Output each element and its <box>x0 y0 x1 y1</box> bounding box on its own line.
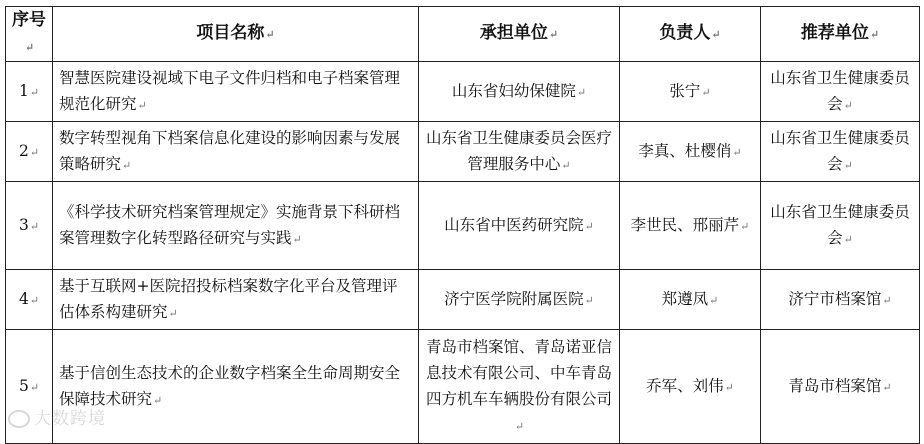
table-header-row <box>6 7 920 62</box>
watermark-logo-icon <box>8 410 30 428</box>
cell-leader: 张宁↵ <box>620 62 761 122</box>
cell-no: 5↵ <box>6 330 53 444</box>
cell-unit: 山东省卫生健康委员会医疗管理服务中心↵ <box>419 122 620 182</box>
header-unit: 承担单位↵ <box>419 7 620 62</box>
cell-name: 数字转型视角下档案信息化建设的影响因素与发展策略研究↵ <box>53 122 419 182</box>
table-row <box>6 122 920 182</box>
project-table <box>5 6 920 444</box>
cell-unit: 山东省中医药研究院↵ <box>419 182 620 270</box>
cell-name: 基于信创生态技术的企业数字档案全生命周期安全保障技术研究↵ <box>53 330 419 444</box>
cell-no: 3↵ <box>6 182 53 270</box>
header-name: 项目名称↵ <box>53 7 419 62</box>
cell-name: 基于互联网+医院招投标档案数字化平台及管理评估体系构建研究↵ <box>53 270 419 330</box>
cell-recommender: 山东省卫生健康委员会↵ <box>761 122 920 182</box>
table-row <box>6 270 920 330</box>
cell-recommender: 山东省卫生健康委员会↵ <box>761 62 920 122</box>
cell-leader: 李世民、邢丽芹↵ <box>620 182 761 270</box>
cell-leader: 乔军、刘伟↵ <box>620 330 761 444</box>
cell-no: 1↵ <box>6 62 53 122</box>
cell-leader: 郑遵凤↵ <box>620 270 761 330</box>
cell-name: 智慧医院建设视域下电子文件归档和电子档案管理规范化研究↵ <box>53 62 419 122</box>
table-row <box>6 62 920 122</box>
watermark <box>8 404 106 429</box>
cell-unit: 山东省妇幼保健院↵ <box>419 62 620 122</box>
cell-recommender: 山东省卫生健康委员会↵ <box>761 182 920 270</box>
cell-unit: 济宁医学院附属医院↵ <box>419 270 620 330</box>
header-recommender: 推荐单位↵ <box>761 7 920 62</box>
cell-no: 2↵ <box>6 122 53 182</box>
cell-recommender: 青岛市档案馆↵ <box>761 330 920 444</box>
header-no: 序号↵ <box>6 7 53 62</box>
cell-leader: 李真、杜樱俏↵ <box>620 122 761 182</box>
watermark-text: 大数跨境 <box>34 409 106 429</box>
cell-recommender: 济宁市档案馆↵ <box>761 270 920 330</box>
table-row <box>6 182 920 270</box>
cell-name: 《科学技术研究档案管理规定》实施背景下科研档案管理数字化转型路径研究与实践↵ <box>53 182 419 270</box>
cell-unit: 青岛市档案馆、青岛诺亚信息技术有限公司、中车青岛四方机车车辆股份有限公司↵ <box>419 330 620 444</box>
cell-no: 4↵ <box>6 270 53 330</box>
table-row <box>6 330 920 444</box>
header-leader: 负责人↵ <box>620 7 761 62</box>
